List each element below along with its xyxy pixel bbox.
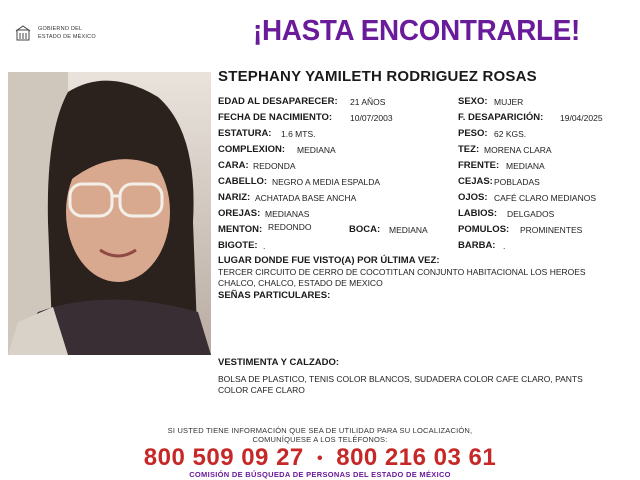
info-note-line-1: SI USTED TIENE INFORMACIÓN QUE SEA DE UTILIDAD PARA SU LOCALIZACIÓN, [167, 426, 473, 435]
weight-label: PESO: [458, 128, 488, 139]
state-seal-icon [14, 24, 32, 42]
cheekbones-value: PROMINENTES [520, 225, 583, 235]
face-value: REDONDA [253, 161, 296, 171]
nose-value: ACHATADA BASE ANCHA [255, 193, 357, 203]
height-label: ESTATURA: [218, 128, 272, 139]
missing-person-photo [8, 72, 211, 355]
face-label: CARA: [218, 160, 249, 171]
eyebrows-value: POBLADAS [494, 177, 540, 187]
hair-label: CABELLO: [218, 176, 268, 187]
phone-numbers [0, 444, 640, 472]
last-seen-text: TERCER CIRCUITO DE CERRO DE COCOTITLAN CONJUNTO HABITACIONAL LOS HEROES CHALCO, CHALCO, ESTADO DE MEXICO [218, 267, 586, 288]
phone-2[interactable]: 800 216 03 61 [336, 444, 497, 471]
weight-value: 62 KGS. [494, 129, 527, 139]
eyebrows-label: CEJAS: [458, 176, 493, 187]
distinguishing-marks-label: SEÑAS PARTICULARES: [218, 290, 331, 301]
eyes-label: OJOS: [458, 192, 488, 203]
mouth-value: MEDIANA [389, 225, 428, 235]
cheekbones-label: POMULOS: [458, 224, 510, 235]
mustache-value: . [263, 241, 266, 251]
gov-line-2: ESTADO DE MÉXICO [38, 34, 96, 40]
skin-tone-value: MORENA CLARA [484, 145, 552, 155]
lips-value: DELGADOS [507, 209, 555, 219]
gov-line-1: GOBIERNO DEL [38, 26, 83, 32]
clothing-label: VESTIMENTA Y CALZADO: [218, 357, 340, 368]
clothing-text: BOLSA DE PLASTICO, TENIS COLOR BLANCOS, SUDADERA COLOR CAFE CLARO, PANTS COLOR CAFE CLARO [218, 374, 583, 395]
ears-value: MEDIANAS [265, 209, 310, 219]
commission-name: COMISIÓN DE BÚSQUEDA DE PERSONAS DEL ESTADO DE MÉXICO [189, 470, 451, 479]
disappearance-date-label: F. DESAPARICIÓN: [458, 112, 544, 123]
height-value: 1.6 MTS. [281, 129, 316, 139]
skin-tone-label: TEZ: [458, 144, 480, 155]
eyes-value: CAFÉ CLARO MEDIANOS [494, 193, 597, 203]
info-note-line-2: COMUNÍQUESE A LOS TELÉFONOS: [252, 435, 388, 444]
age-value: 21 AÑOS [350, 97, 386, 107]
forehead-label: FRENTE: [458, 160, 500, 171]
hair-value: NEGRO A MEDIA ESPALDA [272, 177, 381, 187]
build-value: MEDIANA [297, 145, 336, 155]
last-seen-label: LUGAR DONDE FUE VISTO(A) POR ÚLTIMA VEZ: [218, 255, 440, 266]
disappearance-date-value: 19/04/2025 [560, 113, 603, 123]
sex-label: SEXO: [458, 96, 488, 107]
forehead-value: MEDIANA [506, 161, 545, 171]
phone-separator: • [316, 449, 324, 467]
ears-label: OREJAS: [218, 208, 261, 219]
chin-value: REDONDO [268, 222, 312, 232]
birthdate-label: FECHA DE NACIMIENTO: [218, 112, 332, 123]
sex-value: MUJER [494, 97, 524, 107]
beard-value: . [503, 241, 506, 251]
lips-label: LABIOS: [458, 208, 498, 219]
phone-1[interactable]: 800 509 09 27 [143, 444, 304, 471]
beard-label: BARBA: [458, 240, 496, 251]
headline: ¡HASTA ENCONTRARLE! [253, 15, 581, 47]
government-logo [14, 22, 114, 46]
build-label: COMPLEXION: [218, 144, 286, 155]
chin-label: MENTON: [218, 224, 263, 235]
birthdate-value: 10/07/2003 [350, 113, 393, 123]
mouth-label: BOCA: [349, 224, 381, 235]
age-label: EDAD AL DESAPARECER: [218, 96, 338, 107]
nose-label: NARIZ: [218, 192, 251, 203]
person-name: STEPHANY YAMILETH RODRIGUEZ ROSAS [218, 68, 537, 85]
mustache-label: BIGOTE: [218, 240, 258, 251]
